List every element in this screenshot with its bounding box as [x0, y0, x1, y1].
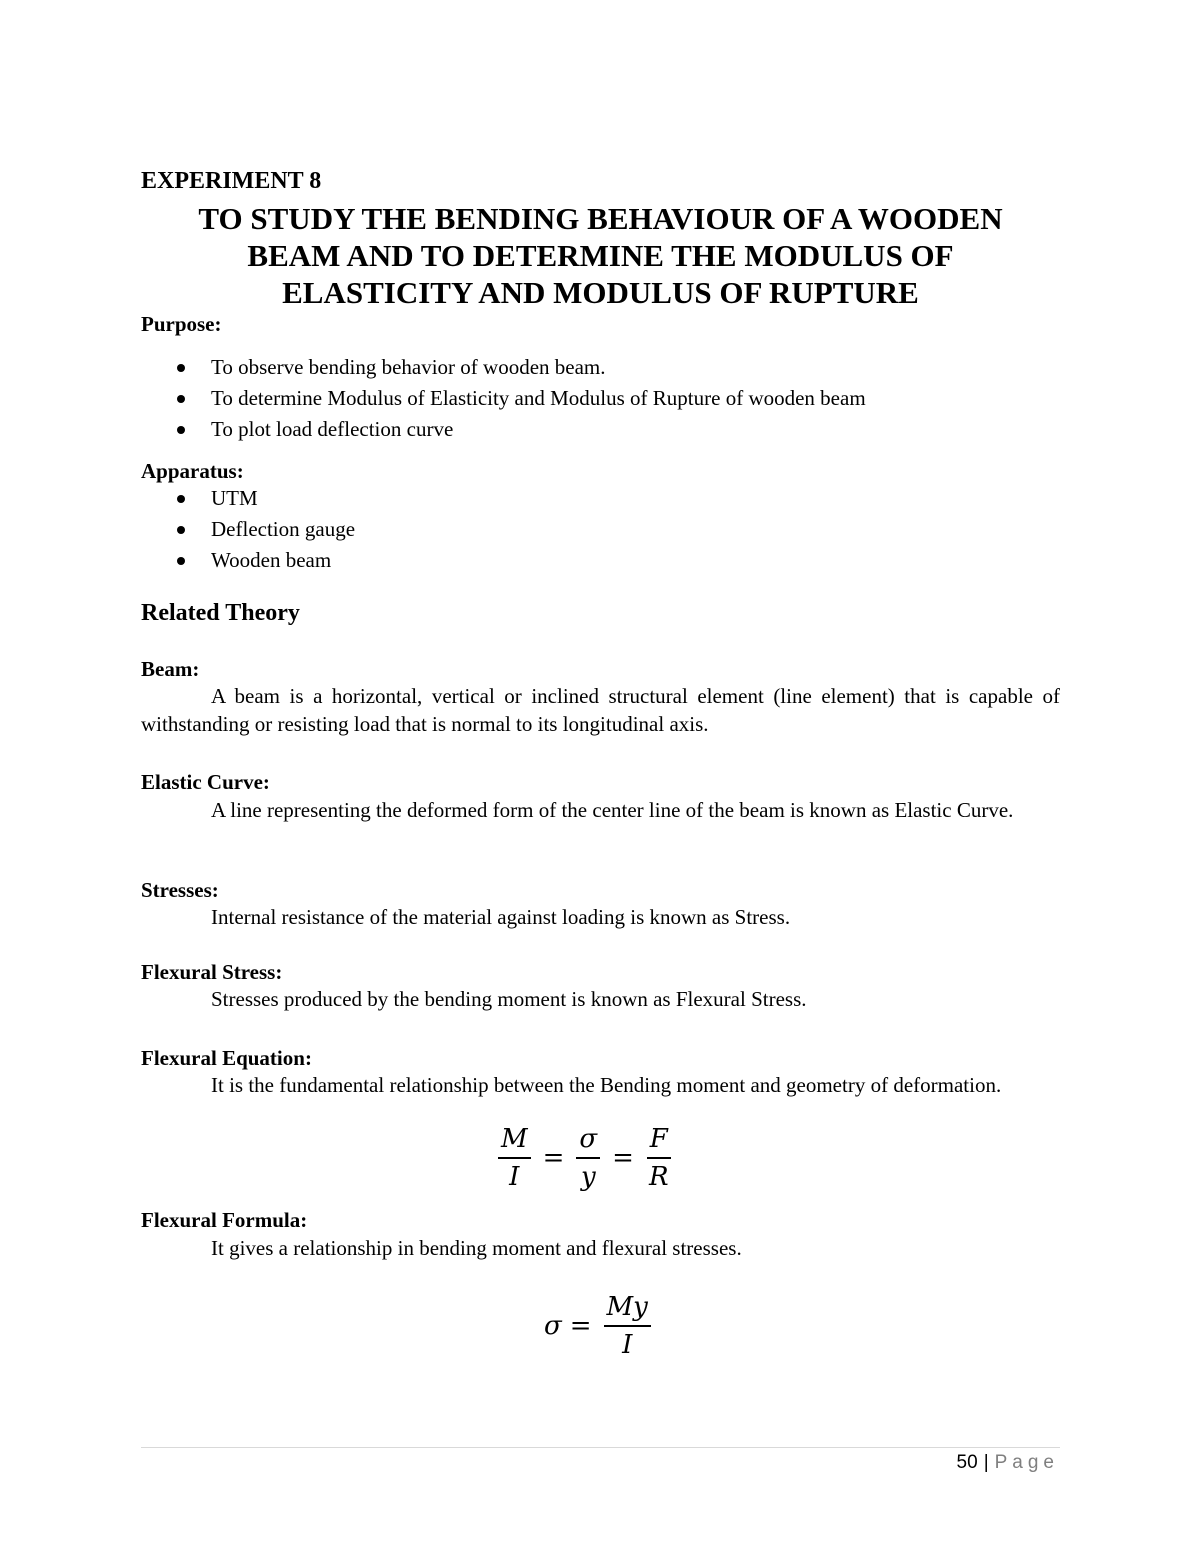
- bullet-icon: [177, 557, 185, 565]
- list-item: UTM: [141, 483, 1060, 514]
- apparatus-heading: Apparatus:: [141, 459, 244, 483]
- page-word: Page: [994, 1452, 1059, 1473]
- fraction-my-over-i: $\frac{My}{I}$: [604, 1292, 651, 1360]
- title-line-3: ELASTICITY AND MODULUS OF RUPTURE: [282, 275, 919, 310]
- stresses-heading: Stresses:: [141, 878, 219, 902]
- beam-heading: Beam:: [141, 657, 200, 681]
- footer-divider: [141, 1447, 1060, 1448]
- fraction-f-over-r: $\frac{F}{R}$: [646, 1124, 672, 1192]
- list-item: To plot load deflection curve: [141, 414, 1060, 445]
- flexural-equation: [494, 1124, 676, 1192]
- flexural-equation-heading: Flexural Equation:: [141, 1046, 312, 1070]
- equals-sign: =: [569, 1311, 592, 1341]
- flexural-formula-heading: Flexural Formula:: [141, 1208, 308, 1232]
- page-title: [141, 200, 1060, 311]
- elastic-curve-heading: Elastic Curve:: [141, 770, 270, 794]
- beam-text: A beam is a horizontal, vertical or inclined structural element (line element) that is capable of withstanding or resisting load that is normal to its longitudinal axis.: [141, 684, 1060, 736]
- fraction-m-over-i: $\frac{M}{I}$: [498, 1124, 531, 1192]
- bullet-icon: [177, 526, 185, 534]
- bullet-icon: [177, 495, 185, 503]
- footer-separator: |: [983, 1452, 989, 1473]
- flexural-formula: [544, 1292, 655, 1360]
- title-line-2: BEAM AND TO DETERMINE THE MODULUS OF: [247, 238, 954, 273]
- purpose-list: [141, 352, 1060, 445]
- flexural-stress-heading: Flexural Stress:: [141, 960, 283, 984]
- list-item: To determine Modulus of Elasticity and Modulus of Rupture of wooden beam: [141, 383, 1060, 414]
- list-item: Wooden beam: [141, 545, 1060, 576]
- page-footer: [957, 1452, 1059, 1474]
- page-number: 50: [956, 1452, 978, 1473]
- experiment-label: EXPERIMENT 8: [141, 168, 322, 194]
- bullet-icon: [177, 395, 185, 403]
- list-item: To observe bending behavior of wooden beam.: [141, 352, 1060, 383]
- stresses-text: Internal resistance of the material against loading is known as Stress.: [211, 905, 791, 929]
- elastic-curve-text: A line representing the deformed form of the center line of the beam is known as Elastic Curve.: [211, 798, 1014, 822]
- sigma-symbol: σ: [544, 1311, 562, 1341]
- title-line-1: TO STUDY THE BENDING BEHAVIOUR OF A WOODEN: [198, 201, 1003, 236]
- bullet-icon: [177, 426, 185, 434]
- fraction-sigma-over-y: $\frac{\sigma}{y}$: [576, 1124, 600, 1192]
- purpose-heading: Purpose:: [141, 312, 222, 336]
- list-item: Deflection gauge: [141, 514, 1060, 545]
- flexural-formula-text: It gives a relationship in bending moment and flexural stresses.: [211, 1236, 742, 1260]
- bullet-icon: [177, 364, 185, 372]
- flexural-stress-text: Stresses produced by the bending moment is known as Flexural Stress.: [211, 987, 807, 1011]
- flexural-equation-text: It is the fundamental relationship between the Bending moment and geometry of deformation.: [211, 1073, 1002, 1097]
- related-theory-heading: Related Theory: [141, 600, 300, 626]
- equals-sign: =: [542, 1143, 565, 1173]
- equals-sign: =: [612, 1143, 634, 1173]
- apparatus-list: [141, 483, 1060, 576]
